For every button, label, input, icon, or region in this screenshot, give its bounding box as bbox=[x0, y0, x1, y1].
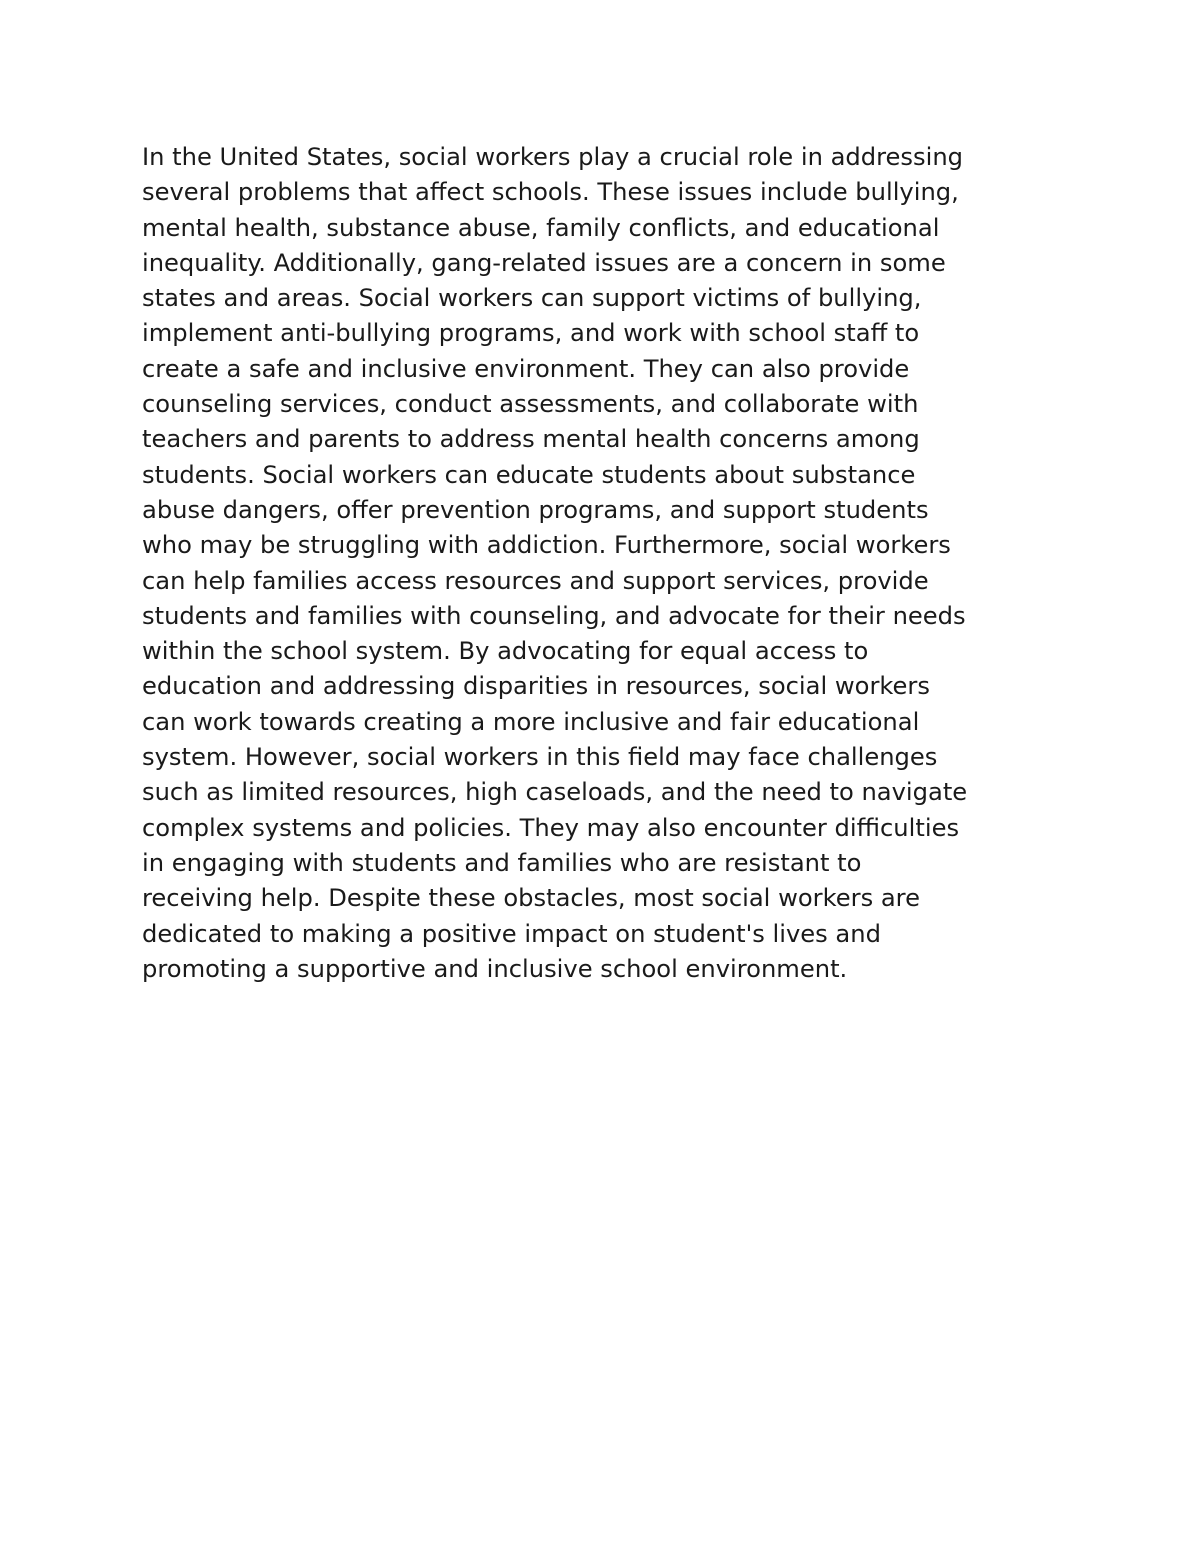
paragraph-line: can work towards creating a more inclusive and fair educational bbox=[142, 707, 920, 736]
paragraph-line: receiving help. Despite these obstacles, most social workers are bbox=[142, 884, 920, 913]
paragraph-line: mental health, substance abuse, family conflicts, and educational bbox=[142, 213, 940, 242]
paragraph-line: implement anti-bullying programs, and work with school staff to bbox=[142, 319, 920, 348]
paragraph-line: students and families with counseling, and advocate for their needs bbox=[142, 601, 966, 630]
paragraph-line: states and areas. Social workers can support victims of bullying, bbox=[142, 284, 922, 313]
paragraph-line: abuse dangers, offer prevention programs, and support students bbox=[142, 495, 929, 524]
paragraph-line: inequality. Additionally, gang-related issues are a concern in some bbox=[142, 248, 946, 277]
paragraph-line: In the United States, social workers play a crucial role in addressing bbox=[142, 143, 964, 171]
paragraph-line: complex systems and policies. They may also encounter difficulties bbox=[142, 813, 960, 842]
paragraph-line: such as limited resources, high caseloads, and the need to navigate bbox=[142, 778, 968, 807]
paragraph-line: create a safe and inclusive environment. They can also provide bbox=[142, 354, 910, 383]
paragraph-line: dedicated to making a positive impact on student's lives and bbox=[142, 919, 881, 948]
paragraph-line: students. Social workers can educate students about substance bbox=[142, 460, 916, 489]
paragraph-line: education and addressing disparities in resources, social workers bbox=[142, 672, 930, 701]
paragraph-line: system. However, social workers in this field may face challenges bbox=[142, 743, 938, 772]
paragraph-line: who may be struggling with addiction. Furthermore, social workers bbox=[142, 531, 951, 560]
paragraph-line: counseling services, conduct assessments, and collaborate with bbox=[142, 390, 919, 419]
paragraph-line: in engaging with students and families who are resistant to bbox=[142, 848, 862, 877]
paragraph-line: within the school system. By advocating for equal access to bbox=[142, 637, 869, 666]
paragraph-line: promoting a supportive and inclusive school environment. bbox=[142, 954, 848, 983]
paragraph-line: can help families access resources and support services, provide bbox=[142, 566, 929, 595]
body-paragraph bbox=[142, 140, 1072, 987]
paragraph-line: several problems that affect schools. These issues include bullying, bbox=[142, 178, 959, 207]
paragraph-line: teachers and parents to address mental health concerns among bbox=[142, 425, 920, 454]
